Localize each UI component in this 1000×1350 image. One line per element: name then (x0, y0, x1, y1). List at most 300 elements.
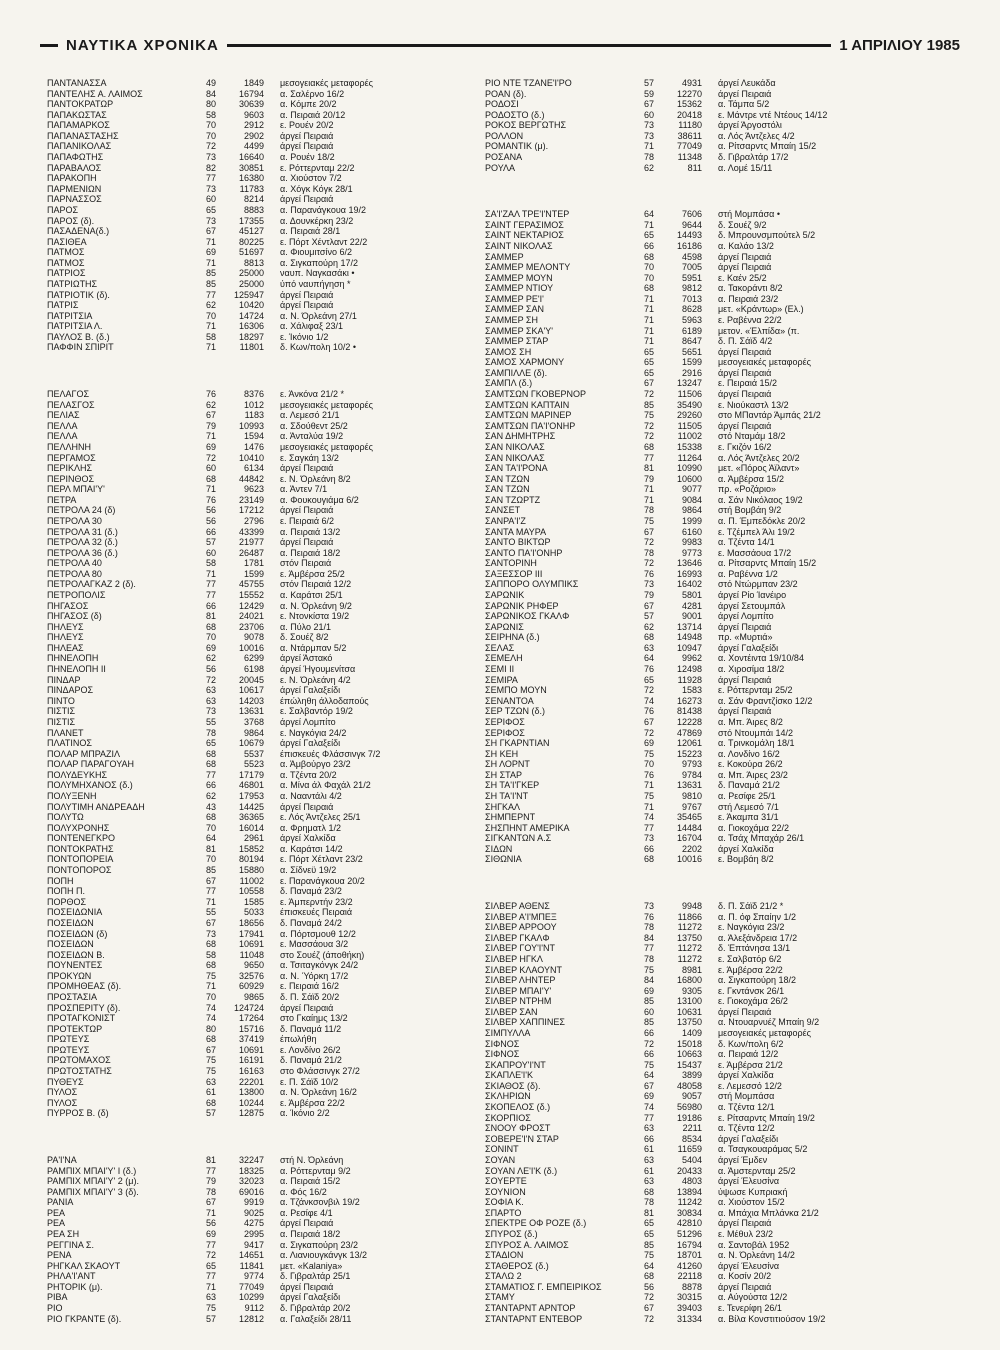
ship-row (47, 1292, 485, 1303)
tonnage: 80194 (238, 854, 264, 865)
ship-name: ΣΙΛΒΕΡ ΧΑΠΠΙΝΕΣ (485, 1017, 565, 1028)
ship-status: α. Πειραιά 20/12 (280, 109, 346, 120)
ship-status: α. Άλεξάνδρεια 17/2 (718, 932, 798, 943)
build-year: 60 (643, 1006, 654, 1017)
tonnage: 9865 (243, 991, 264, 1002)
tonnage: 8883 (243, 204, 264, 215)
ship-name: ΡΑΜΠΙΧ ΜΠΑΙ'Υ' 3 (δ). (47, 1186, 139, 1197)
ship-row (485, 975, 923, 986)
ship-status: στόν Πειραιά (280, 558, 332, 569)
ship-status: άργεί Πειραιά (718, 1006, 772, 1017)
ship-name: ΠΥΘΕΥΣ (47, 1076, 84, 1087)
build-year: 65 (643, 357, 654, 368)
ship-status: α. Λός Άντζελες 20/2 (718, 452, 800, 463)
ship-row (485, 664, 923, 675)
ship-name: ΡΕΓΓΙΝΑ Σ. (47, 1239, 94, 1250)
ship-row (485, 1250, 923, 1261)
ship-row (47, 268, 485, 279)
tonnage: 9962 (681, 653, 702, 664)
ship-status: άργεί Σετουμπάλ (718, 600, 786, 611)
ship-status: άργεί Πειραιά (280, 300, 334, 311)
build-year: 62 (205, 300, 216, 311)
build-year: 65 (643, 1228, 654, 1239)
ship-row (47, 537, 485, 548)
ship-status: δ. Παναμά 24/2 (280, 917, 342, 928)
build-year: 73 (643, 120, 654, 131)
ship-status: α. Σίδνεϋ 19/2 (280, 865, 337, 876)
ship-status: α. Άμβούργο 23/2 (280, 759, 351, 770)
tonnage: 1409 (681, 1027, 702, 1038)
ship-status: μεσογειακές μεταφορές (280, 441, 373, 452)
ship-name: ΠΟΝΤΟΠΟΡΟΣ (47, 865, 112, 876)
ship-name: ΠΟΝΤΕΝΕΓΚΡΟ (47, 833, 115, 844)
ship-name: ΠΡΟΜΗΘΕΑΣ (δ). (47, 981, 122, 992)
tonnage: 16380 (238, 173, 264, 184)
ship-name: ΠΕΛΑΓΟΣ (47, 389, 90, 400)
build-year: 78 (643, 152, 654, 163)
tonnage: 23149 (238, 494, 264, 505)
build-year: 56 (205, 1218, 216, 1229)
ship-name: ΠΑΤΜΟΣ (47, 257, 85, 268)
tonnage: 18656 (238, 917, 264, 928)
build-year: 71 (643, 219, 654, 230)
build-year: 68 (643, 441, 654, 452)
ship-name: ΠΟΛΑΡ ΠΑΡΑΓΟΥΑΗ (47, 759, 135, 770)
ship-status: ε. Ραβέννα 22/2 (718, 314, 782, 325)
ship-name: ΠΑΤΡΙΟΤΙΚ (δ). (47, 289, 110, 300)
ship-row (485, 304, 923, 315)
ship-row (485, 1091, 923, 1102)
ship-list-section (485, 209, 923, 865)
tonnage: 14651 (238, 1250, 264, 1261)
build-year: 76 (643, 706, 654, 717)
ship-row (485, 1229, 923, 1240)
ship-name: ΣΤΑΘΕΡΟΣ (δ.) (485, 1260, 549, 1271)
ship-status: δ. Μπρουνσμπούτελ 5/2 (718, 230, 816, 241)
ship-name: ΣΤΑΛΩ 2 (485, 1271, 522, 1282)
build-year: 69 (643, 738, 654, 749)
ship-row (47, 770, 485, 781)
ship-row (47, 400, 485, 411)
ship-row (47, 442, 485, 453)
ship-name: ΣΙΛΒΕΡ ΜΠΑΙ'Υ' (485, 985, 552, 996)
tonnage: 10947 (676, 642, 702, 653)
ship-row (47, 1303, 485, 1314)
ship-name: ΠΙΣΤΙΣ (47, 706, 76, 717)
build-year: 67 (205, 917, 216, 928)
ship-row (47, 569, 485, 580)
build-year: 74 (643, 695, 654, 706)
build-year: 85 (205, 865, 216, 876)
build-year: 69 (205, 441, 216, 452)
ship-status: α. Ίκόνιο 2/2 (280, 1108, 330, 1119)
tonnage: 14425 (238, 801, 264, 812)
build-year: 66 (643, 843, 654, 854)
tonnage: 8878 (681, 1281, 702, 1292)
ship-name: ΣΑΝ ΔΗΜΗΤΡΗΣ (485, 431, 556, 442)
ship-row (485, 696, 923, 707)
ship-row (47, 579, 485, 590)
tonnage: 13646 (676, 558, 702, 569)
ship-status: άργεί Πειραιά (280, 801, 334, 812)
ship-row (485, 505, 923, 516)
tonnage: 11659 (677, 1144, 702, 1155)
tonnage: 17953 (238, 791, 264, 801)
ship-row (485, 833, 923, 844)
ship-name: ΠΑΥΛΟΣ Β. (δ.) (47, 331, 110, 342)
ship-row (47, 685, 485, 696)
ship-status: α. Λός Άντζελες 4/2 (718, 130, 795, 141)
ship-row (485, 548, 923, 559)
tonnage: 17355 (238, 215, 264, 226)
ship-status: α. Σάν Φραντζίσκο 12/2 (718, 695, 813, 706)
ship-name: ΠΡΩΤΕΥΣ (47, 1034, 90, 1045)
ship-row (485, 717, 923, 728)
tonnage: 20433 (676, 1165, 702, 1176)
build-year: 79 (643, 590, 654, 601)
ship-name: ΠΙΝΔΑΡΟΣ (47, 685, 94, 696)
ship-status: άργεί Έλευσίνα (718, 1176, 780, 1187)
ship-row (47, 833, 485, 844)
ship-name: ΠΥΛΟΣ (47, 1087, 78, 1098)
ship-status: άργεί Πειραιά (718, 1281, 772, 1292)
build-year: 63 (643, 1176, 654, 1187)
tonnage: 9812 (681, 283, 702, 294)
ship-row (47, 120, 485, 131)
build-year: 70 (205, 991, 216, 1002)
tonnage: 7013 (681, 293, 702, 304)
build-year: 63 (205, 695, 216, 706)
build-year: 79 (205, 420, 216, 431)
build-year: 61 (205, 1087, 216, 1098)
tonnage: 2211 (682, 1123, 702, 1134)
ship-name: ΠΡΩΤΕΥΣ (47, 1044, 90, 1055)
build-year: 78 (643, 547, 654, 558)
tonnage: 9983 (681, 537, 702, 548)
ship-name: ΣΑ'Ι'ΖΑΛ ΤΡΕ'Ι'ΝΤΕΡ (485, 209, 570, 220)
build-year: 77 (205, 173, 216, 184)
build-year: 84 (643, 932, 654, 943)
ship-name: ΡΗΓΚΑΛ ΣΚΑΟΥΤ (47, 1260, 121, 1271)
build-year: 67 (205, 1044, 216, 1055)
ship-status: άργεί Πειραιά (718, 674, 772, 685)
build-year: 72 (205, 1250, 216, 1261)
ship-name: ΠΗΝΕΛΟΠΗ ΙΙ (47, 664, 106, 675)
ship-name: ΣΚΙΑΘΟΣ (δ). (485, 1080, 541, 1091)
ship-row (47, 749, 485, 760)
tonnage: 10631 (676, 1006, 702, 1017)
ship-row (485, 1261, 923, 1272)
ship-status: ε. Λεμεσσό 12/2 (718, 1080, 782, 1091)
ship-row (485, 442, 923, 453)
tonnage: 60929 (238, 981, 264, 992)
ship-status: α. Φός 16/2 (280, 1186, 327, 1197)
tonnage: 18297 (238, 331, 264, 342)
ship-row (485, 1208, 923, 1219)
ship-status: ε. Μάντρε ντέ Ντέους 14/12 (718, 109, 828, 120)
build-year: 63 (205, 1076, 216, 1087)
tonnage: 15223 (676, 748, 702, 759)
ship-row (485, 1049, 923, 1060)
tonnage: 14948 (676, 632, 702, 643)
ship-row (47, 410, 485, 421)
tonnage: 16273 (676, 695, 702, 706)
ship-name: ΡΑΜΠΙΧ ΜΠΑΙ'Υ' 2 (μ). (47, 1176, 139, 1187)
ship-name: ΣΑΜΜΕΡ ΣΚΑ'Υ' (485, 325, 553, 336)
tonnage: 11801 (239, 342, 264, 353)
ship-row (485, 1134, 923, 1145)
ship-status: άργεί Πειραιά (280, 130, 334, 141)
ship-row (485, 1166, 923, 1177)
ship-name: ΠΡΟΣΠΕΡΙΤΥ (δ). (47, 1002, 121, 1013)
build-year: 69 (205, 642, 216, 653)
ship-row (47, 1045, 485, 1056)
ship-name: ΣΙΛΒΕΡ ΛΗΝΤΕΡ (485, 975, 556, 986)
ship-row (485, 474, 923, 485)
ship-status: α. Πειραιά 13/2 (280, 526, 341, 537)
tonnage: 81438 (676, 706, 702, 717)
ship-row (485, 410, 923, 421)
ship-row (47, 89, 485, 100)
build-year: 68 (205, 621, 216, 632)
ship-row (485, 1081, 923, 1092)
build-year: 65 (643, 1218, 654, 1229)
build-year: 77 (643, 822, 654, 833)
ship-row (485, 1314, 923, 1325)
build-year: 84 (643, 975, 654, 986)
ship-status: άργεί Λομπίτο (280, 716, 336, 727)
ship-name: ΡΟΑΝ (δ). (485, 88, 527, 99)
ship-row (47, 1098, 485, 1109)
build-year: 43 (205, 801, 216, 812)
ship-status: ε. Ρίτσαρντς Μπαίη 19/2 (718, 1112, 815, 1123)
tonnage: 10016 (238, 642, 264, 653)
tonnage: 9112 (244, 1303, 264, 1314)
ship-status: α. Χιροσίμα 18/2 (718, 664, 785, 675)
header-rule-left (40, 44, 58, 47)
build-year: 57 (643, 611, 654, 622)
ship-row (485, 1144, 923, 1155)
ship-status: άργεί Γαλαξείδι (280, 685, 341, 696)
ship-row (485, 163, 923, 174)
ship-name: ΣΑΜΟΣ ΧΑΡΜΟΝΥ (485, 357, 565, 368)
ship-status: άργεί Πειραιά (718, 346, 772, 357)
ship-name: ΠΟΛΥΔΕΥΚΗΣ (47, 769, 108, 780)
ship-status: άργεί Πειραιά (718, 1218, 772, 1229)
ship-name: ΣΑΜΜΕΡ ΣΑΝ (485, 304, 544, 315)
ship-row (485, 854, 923, 865)
ship-status: α. Ρίτσαρντς Μπαίη 15/2 (718, 558, 817, 569)
build-year: 71 (643, 304, 654, 315)
ship-row (47, 1282, 485, 1293)
build-year: 73 (643, 833, 654, 844)
tonnage: 12875 (238, 1108, 264, 1119)
ship-name: ΠΕΛΛΑ (47, 431, 78, 442)
ship-row (47, 1077, 485, 1088)
build-year: 75 (205, 1066, 216, 1077)
tonnage: 4931 (681, 78, 702, 88)
build-year: 63 (643, 642, 654, 653)
tonnage: 4499 (243, 141, 264, 152)
ship-status: α. Σδούθεντ 25/2 (280, 420, 348, 431)
ship-name: ΡΙΟ ΝΤΕ ΤΖΑΝΕ'Ι'ΡΟ (485, 78, 572, 88)
ship-name: ΠΙΝΤΟ (47, 695, 75, 706)
tonnage: 5801 (681, 590, 702, 601)
ship-name: ΣΝΟΟΥ ΦΡΟΣΤ (485, 1123, 551, 1134)
ship-status: πρ. «Ροζάριο» (718, 484, 777, 495)
ship-name: ΣΟΥΕΡΤΕ (485, 1176, 527, 1187)
ship-row (47, 791, 485, 802)
ship-status: στή Ν. Όρλεάνη (280, 1154, 344, 1165)
tonnage: 42810 (676, 1218, 702, 1229)
build-year: 81 (205, 611, 216, 622)
build-year: 68 (205, 960, 216, 971)
ship-name: ΣΑΝ ΤΑ'Ι'ΡΟΝΑ (485, 463, 548, 474)
ship-name: ΠΛΑΤΙΝΟΣ (47, 738, 92, 749)
build-year: 72 (643, 685, 654, 696)
tonnage: 11272 (677, 922, 702, 933)
ship-row (47, 759, 485, 770)
ship-status: α. Μίνα άλ Φαχάλ 21/2 (280, 780, 371, 791)
ship-status: ε. Σαγκάη 13/2 (280, 452, 339, 463)
tonnage: 13894 (676, 1186, 702, 1197)
tonnage: 13631 (238, 706, 264, 717)
build-year: 72 (643, 537, 654, 548)
ship-row (47, 971, 485, 982)
ship-row (47, 1240, 485, 1251)
ship-row (47, 854, 485, 865)
build-year: 55 (205, 907, 216, 918)
tonnage: 14493 (676, 230, 702, 241)
ship-name: ΡΟΜΑΝΤΙΚ (μ). (485, 141, 549, 152)
ship-name: ΣΑΙΝΤ ΓΕΡΑΣΙΜΟΣ (485, 219, 564, 230)
tonnage: 9644 (681, 219, 702, 230)
ship-row (485, 1007, 923, 1018)
build-year: 71 (205, 568, 216, 579)
tonnage: 12812 (238, 1313, 264, 1324)
build-year: 70 (643, 262, 654, 273)
build-year: 81 (643, 463, 654, 474)
ship-name: ΠΟΝΤΟΚΡΑΤΗΣ (47, 843, 114, 854)
tonnage: 56980 (676, 1102, 702, 1113)
ship-row (485, 558, 923, 569)
ship-status: πρ. «Μυρτιά» (718, 632, 773, 643)
ship-row (485, 220, 923, 231)
tonnage: 30834 (676, 1207, 702, 1218)
ship-row (485, 1017, 923, 1028)
ship-name: ΣΕΜΙ ΙΙ (485, 664, 515, 675)
ship-status: δ. Παναμά 21/2 (280, 1055, 342, 1066)
ship-name: ΣΙΛΒΕΡ ΓΚΑΛΦ (485, 932, 550, 943)
ship-status: άργεί Χαλκίδα (718, 843, 774, 854)
ship-row (47, 474, 485, 485)
build-year: 59 (643, 88, 654, 99)
build-year: 71 (205, 257, 216, 268)
ship-name: ΠΡΩΤΟΣΤΑΤΗΣ (47, 1066, 112, 1077)
build-year: 73 (205, 215, 216, 226)
build-year: 67 (205, 226, 216, 237)
tonnage: 9864 (243, 727, 264, 738)
ship-name: ΣΑΜΟΣ ΣΗ (485, 346, 532, 357)
ship-status: α. Τζέντα 12/1 (718, 1102, 775, 1113)
ship-name: ΣΑΜΜΕΡ ΣΤΑΡ (485, 336, 549, 347)
tonnage: 2961 (243, 833, 264, 844)
ship-status: στό Ντώρμπαν 23/2 (718, 579, 798, 590)
tonnage: 13800 (238, 1087, 264, 1098)
tonnage: 29260 (676, 410, 702, 421)
ship-name: ΠΕΤΡΟΠΟΛΙΣ (47, 590, 106, 601)
build-year: 85 (643, 399, 654, 410)
ship-row (485, 89, 923, 100)
ship-row (485, 601, 923, 612)
tonnage: 16306 (238, 321, 264, 332)
ship-name: ΠΑΝΤΕΛΗΣ Α. ΛΑΙΜΟΣ (47, 88, 143, 99)
ship-name: ΠΕΛΑΣΓΟΣ (47, 399, 95, 410)
ship-status: άργεί Γαλαξείδι (718, 1133, 779, 1144)
tonnage: 30851 (238, 162, 264, 173)
ship-name: ΠΟΛΥΜΗΧΑΝΟΣ (δ.) (47, 780, 133, 791)
ship-name: ΣΑΜΤΣΩΝ ΓΚΟΒΕΡΝΟΡ (485, 389, 587, 400)
tonnage: 13631 (676, 780, 702, 791)
ship-name: ΡΟΚΟΣ ΒΕΡΓΩΤΗΣ (485, 120, 567, 131)
tonnage: 15552 (238, 590, 264, 601)
ship-name: ΣΠΥΡΟΣ (δ.) (485, 1228, 538, 1239)
tonnage: 1599 (681, 357, 702, 368)
tonnage: 9078 (243, 632, 264, 643)
build-year: 76 (205, 494, 216, 505)
build-year: 73 (643, 901, 654, 912)
tonnage: 1599 (243, 568, 264, 579)
ship-row (485, 802, 923, 813)
issue-date: 1 ΑΠΡΙΛΙΟΥ 1985 (839, 36, 960, 54)
ship-row (47, 823, 485, 834)
ship-status: α. Λεμεσό 21/1 (280, 410, 340, 421)
ship-name: ΠΕΡΛ ΜΠΑΙ'Υ' (47, 484, 105, 495)
ship-name: ΣΗ ΤΑ'Ι'ΝΤ (485, 791, 529, 801)
build-year: 71 (205, 431, 216, 442)
tonnage: 11272 (677, 943, 702, 954)
tonnage: 30639 (238, 99, 264, 110)
ship-status: α. Φουκουγιάμα 6/2 (280, 494, 359, 505)
ship-status: ε. Βομβάη 8/2 (718, 854, 774, 865)
build-year: 58 (205, 331, 216, 342)
ship-row (485, 1155, 923, 1166)
ship-status: άργεί Πειραιά (280, 1002, 334, 1013)
ship-row (47, 463, 485, 474)
ship-status: α. Ραβέννα 1/2 (718, 568, 778, 579)
ship-name: ΠΗΛΕΥΣ (47, 632, 84, 643)
ship-status: α. Τσαγκουαράμας 5/2 (718, 1144, 808, 1155)
ship-status: ε. Ναγκόγια 23/2 (718, 922, 785, 933)
build-year: 64 (643, 209, 654, 220)
ship-row (485, 78, 923, 89)
tonnage: 10410 (238, 452, 264, 463)
tonnage: 12270 (676, 88, 702, 99)
build-year: 77 (205, 886, 216, 897)
tonnage: 80225 (238, 236, 264, 247)
ship-row (485, 421, 923, 432)
ship-name: ΠΡΟΣΤΑΣΙΑ (47, 991, 97, 1002)
tonnage: 14484 (676, 822, 702, 833)
tonnage: 69016 (238, 1186, 264, 1197)
ship-row (47, 247, 485, 258)
ship-row (47, 590, 485, 601)
ship-status: ε. Μασσάουα 3/2 (280, 939, 349, 950)
tonnage: 11180 (678, 120, 702, 131)
ship-name: ΠΑΤΡΙΤΣΙΑ Λ. (47, 321, 103, 332)
ship-name: ΣΑΡΩΝΙΚ ΡΗΦΕΡ (485, 600, 559, 611)
tonnage: 11348 (677, 152, 702, 163)
